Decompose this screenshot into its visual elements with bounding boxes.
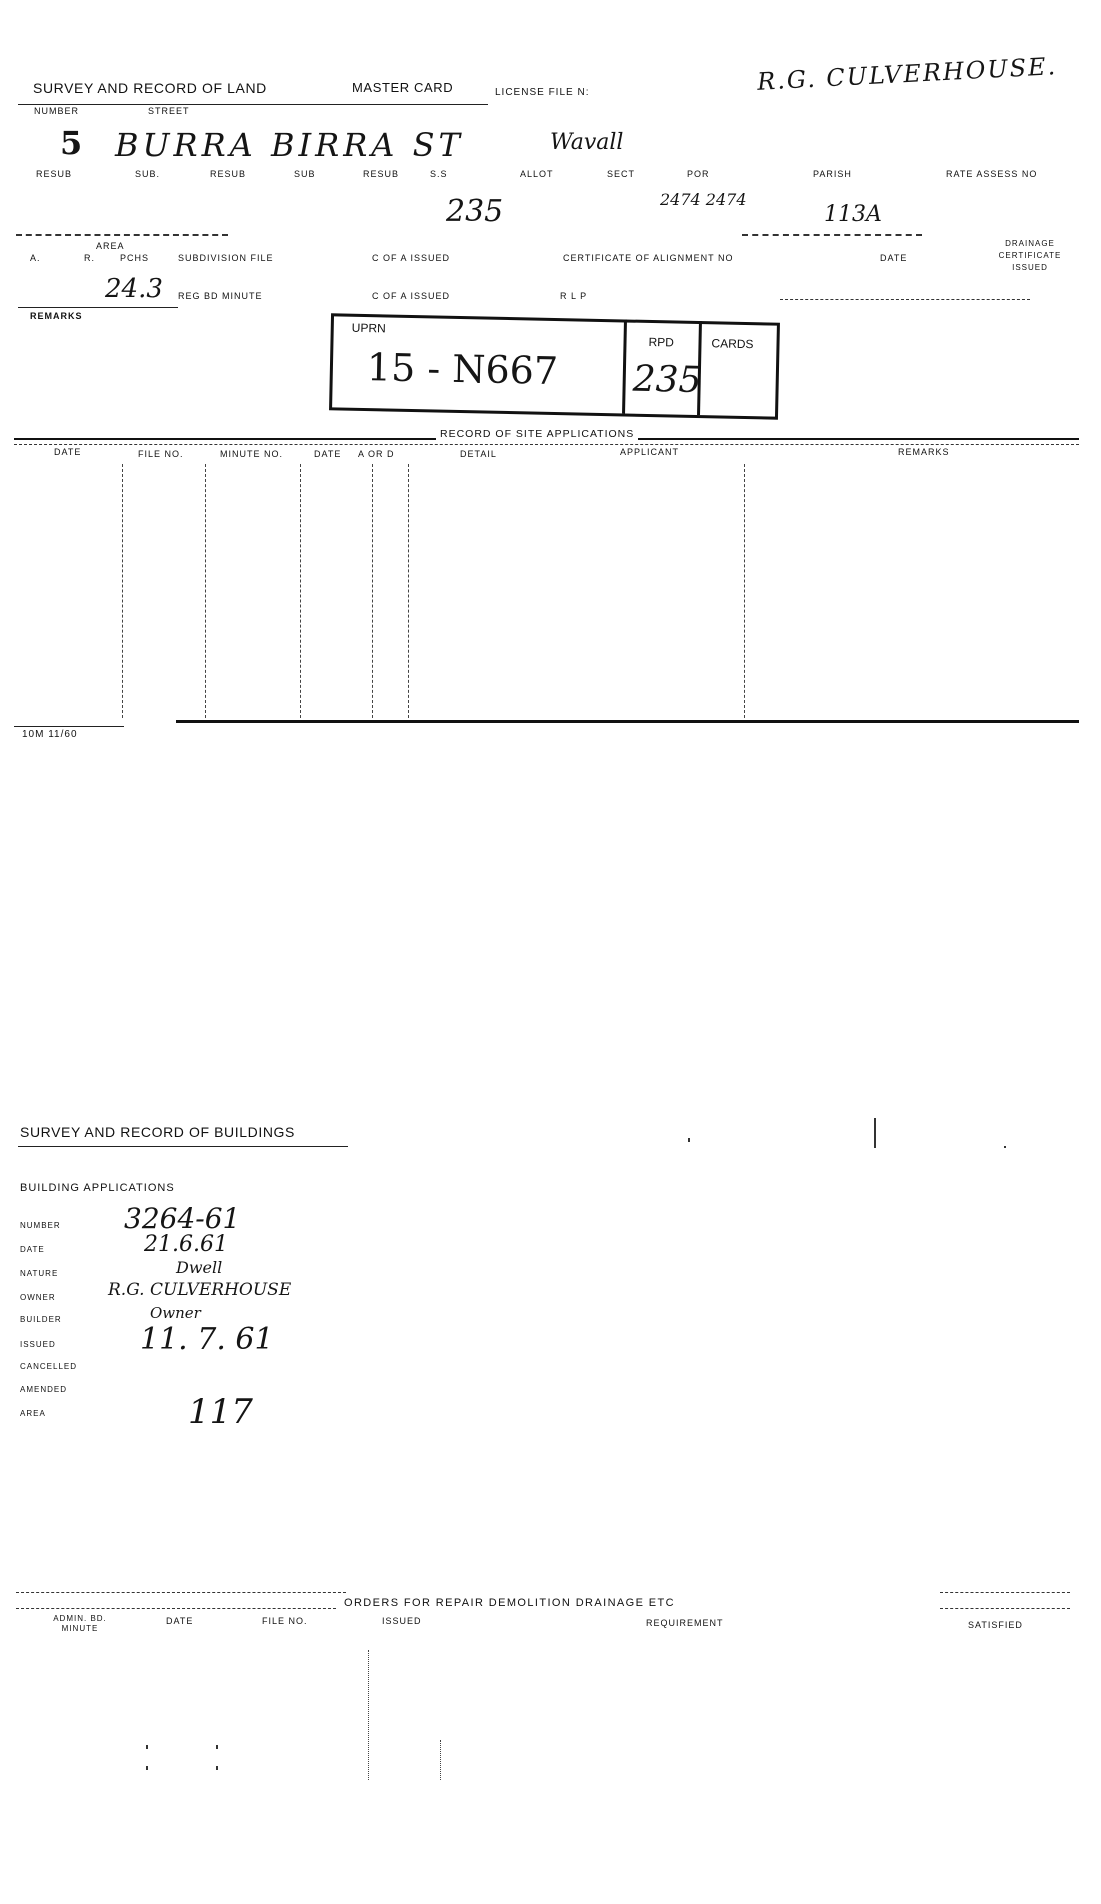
field-value-builder: Owner — [150, 1304, 201, 1322]
allot-label: ALLOT — [520, 169, 554, 179]
street-label: STREET — [148, 106, 190, 116]
suburb-value: Wavall — [550, 130, 624, 155]
site-applications-title: RECORD OF SITE APPLICATIONS — [436, 428, 638, 440]
scan-mark — [688, 1138, 690, 1142]
separator-dash — [16, 234, 228, 236]
site-col-minute-no: MINUTE NO. — [220, 449, 283, 459]
column-divider — [300, 464, 301, 718]
cards-label: CARDS — [711, 336, 754, 352]
field-label-date: DATE — [20, 1245, 45, 1254]
field-value-number: 3264-61 — [124, 1202, 241, 1235]
remarks-rule — [18, 307, 178, 308]
sub-label-1: SUB. — [135, 169, 161, 179]
scan-mark — [146, 1745, 148, 1749]
orders-col-satisfied: SATISFIED — [968, 1620, 1023, 1630]
orders-sub-dash — [940, 1608, 1070, 1609]
date-label: DATE — [880, 253, 908, 263]
land-card-title: SURVEY AND RECORD OF LAND — [33, 80, 267, 96]
field-label-number: NUMBER — [20, 1221, 61, 1230]
scan-mark — [1004, 1146, 1006, 1148]
parish-label: PARISH — [813, 169, 852, 179]
orders-top-dash — [940, 1592, 1070, 1593]
sub-label-2: SUB — [294, 169, 316, 179]
pchs-label: PCHS — [120, 253, 150, 263]
column-divider — [372, 464, 373, 718]
street-value: BURRA BIRRA ST — [115, 126, 464, 164]
section-value: 235 — [446, 194, 504, 229]
rpd-label: RPD — [648, 334, 675, 350]
site-col-detail: DETAIL — [460, 449, 497, 459]
site-applications-bottom-rule — [176, 720, 1079, 723]
field-value-nature: Dwell — [176, 1258, 223, 1277]
column-divider — [205, 464, 206, 718]
uprn-label: UPRN — [351, 320, 386, 336]
rpd-value: 235 — [632, 358, 702, 402]
site-col-file-no: FILE NO. — [138, 449, 184, 459]
rate-assess-label: RATE ASSESS NO — [946, 169, 1038, 179]
resub-label-2: RESUB — [210, 169, 247, 179]
orders-col-date: DATE — [166, 1616, 194, 1626]
c-of-a-issued-label-2: C OF A ISSUED — [372, 291, 451, 301]
site-col-applicant: APPLICANT — [620, 447, 680, 457]
site-col-date: DATE — [54, 447, 82, 457]
site-applications-sub-rule — [14, 444, 1079, 445]
orders-col-admin-minute: ADMIN. BD. MINUTE — [53, 1614, 107, 1633]
column-divider — [408, 464, 409, 718]
header-rule — [18, 104, 488, 105]
field-value-date: 21.6.61 — [144, 1232, 228, 1257]
area-label: AREA — [96, 241, 125, 251]
remarks-label: REMARKS — [30, 311, 83, 321]
number-value: 5 — [60, 124, 83, 162]
column-divider — [744, 464, 745, 718]
roods-label: R. — [84, 253, 95, 263]
field-label-area: AREA — [20, 1409, 46, 1418]
orders-title: ORDERS FOR REPAIR DEMOLITION DRAINAGE ETC — [344, 1597, 676, 1609]
orders-col-requirement: REQUIREMENT — [646, 1618, 724, 1628]
orders-col-issued: ISSUED — [382, 1616, 422, 1626]
license-file-label: LICENSE FILE N: — [495, 87, 590, 98]
field-label-owner: OWNER — [20, 1293, 56, 1302]
field-label-nature: NATURE — [20, 1269, 59, 1278]
orders-top-dash — [16, 1592, 346, 1593]
resub-label-1: RESUB — [36, 169, 73, 179]
field-value-area: 117 — [188, 1392, 253, 1432]
field-label-issued: ISSUED — [20, 1340, 56, 1349]
field-value-issued: 11. 7. 61 — [140, 1322, 274, 1357]
orders-sub-dash — [16, 1608, 336, 1609]
area-value: 24.3 — [105, 274, 163, 304]
column-divider — [122, 464, 123, 718]
site-col-remarks: REMARKS — [898, 447, 950, 457]
portion-value: 2474 2474 — [660, 190, 747, 209]
acres-label: A. — [30, 253, 41, 263]
site-col-date-2: DATE — [314, 449, 342, 459]
site-applications-bottom-short-rule — [14, 726, 124, 727]
separator-dash — [742, 234, 922, 236]
buildings-title-rule — [18, 1146, 348, 1147]
c-of-a-issued-label: C OF A ISSUED — [372, 253, 451, 263]
site-col-a-or-d: A OR D — [358, 449, 395, 459]
field-label-builder: BUILDER — [20, 1315, 62, 1324]
owner-handwritten: R.G. CULVERHOUSE. — [756, 52, 1058, 96]
uprn-divider — [622, 319, 627, 413]
resub-label-3: RESUB — [363, 169, 400, 179]
buildings-title: SURVEY AND RECORD OF BUILDINGS — [20, 1124, 295, 1140]
scan-mark — [216, 1745, 218, 1749]
field-value-owner: R.G. CULVERHOUSE — [108, 1280, 292, 1300]
parish-value: 113A — [824, 202, 882, 227]
subdivision-file-label: SUBDIVISION FILE — [178, 253, 274, 263]
column-divider — [440, 1740, 441, 1780]
scan-mark — [146, 1766, 148, 1770]
form-code: 10M 11/60 — [22, 729, 78, 740]
building-applications-title: BUILDING APPLICATIONS — [20, 1182, 175, 1194]
column-divider — [368, 1650, 369, 1780]
reg-bd-minute-label: REG BD MINUTE — [178, 291, 263, 301]
separator-dash — [780, 299, 1030, 300]
drainage-certificate-label: DRAINAGE CERTIFICATE ISSUED — [998, 239, 1062, 272]
sect-label: SECT — [607, 169, 636, 179]
rlp-label: R L P — [560, 291, 588, 301]
sec-label: S.S — [430, 169, 448, 179]
scan-mark — [874, 1118, 876, 1148]
uprn-value: 15 - N667 — [366, 345, 559, 394]
number-label: NUMBER — [34, 106, 80, 116]
field-label-amended: AMENDED — [20, 1385, 68, 1394]
master-card-label: MASTER CARD — [352, 80, 454, 95]
scan-mark — [216, 1766, 218, 1770]
field-label-cancelled: CANCELLED — [20, 1362, 78, 1371]
uprn-stamp — [329, 313, 780, 419]
orders-col-file-no: FILE NO. — [262, 1616, 308, 1626]
por-label: POR — [687, 169, 710, 179]
cert-alignment-label: CERTIFICATE OF ALIGNMENT NO — [563, 253, 734, 263]
